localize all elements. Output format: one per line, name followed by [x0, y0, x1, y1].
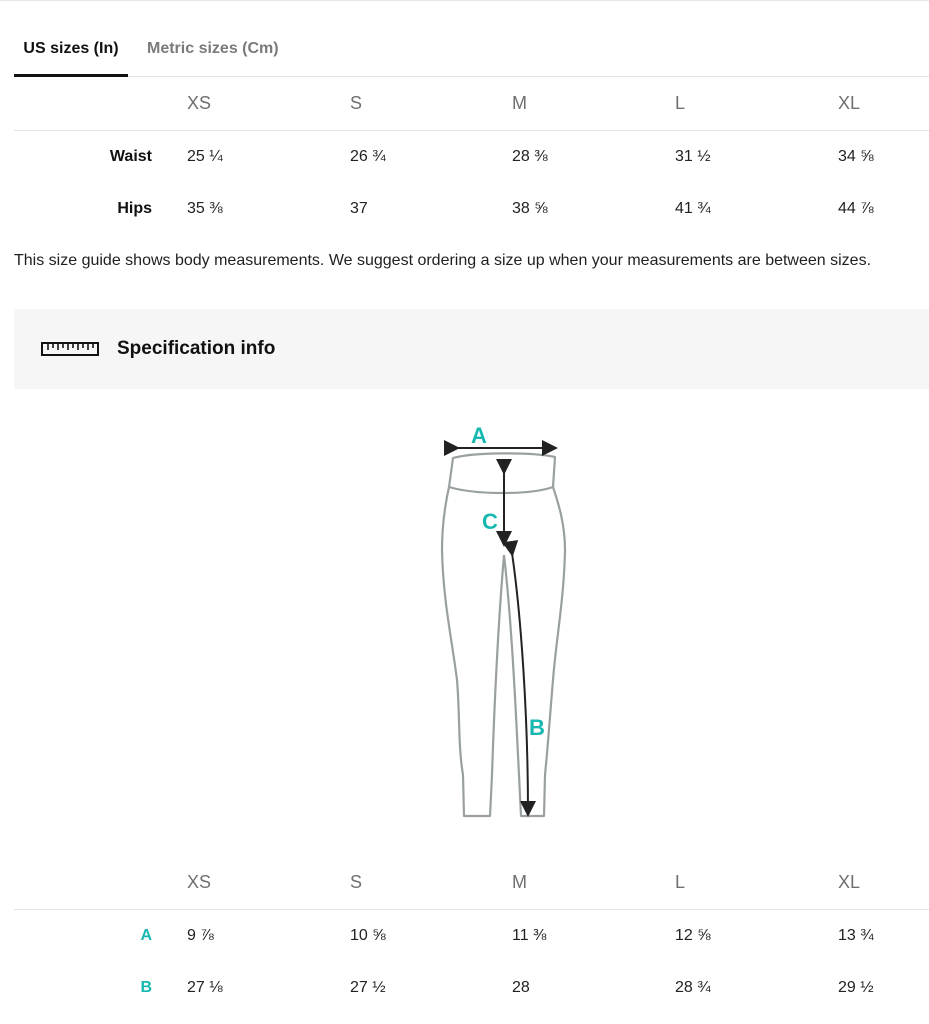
- size-column-header: S: [350, 92, 363, 113]
- table-cell: 25 ¼: [187, 148, 223, 165]
- table-row: [14, 910, 929, 962]
- table-cell: 28 ⅜: [512, 148, 548, 165]
- table-cell: 9 ⅞: [187, 927, 214, 944]
- row-label-a: A: [140, 927, 152, 944]
- unit-tabs: [14, 30, 929, 77]
- table-row: [14, 131, 929, 183]
- spec-table-header: [14, 855, 929, 910]
- leggings-diagram: [420, 415, 590, 825]
- table-cell: 27 ½: [350, 979, 386, 996]
- ruler-icon: [41, 340, 99, 358]
- table-cell: 28 ¾: [675, 979, 711, 996]
- table-cell: 31 ½: [675, 148, 711, 165]
- size-column-header: L: [675, 871, 686, 892]
- size-column-header: XL: [838, 871, 861, 892]
- measure-b-label: B: [529, 715, 545, 740]
- size-column-header: S: [350, 871, 363, 892]
- table-cell: 28: [512, 979, 530, 996]
- table-cell: 13 ¾: [838, 927, 874, 944]
- table-cell: 11 ⅜: [512, 927, 547, 944]
- table-cell: 26 ¾: [350, 148, 386, 165]
- size-column-header: M: [512, 871, 527, 892]
- measure-c-label: C: [482, 509, 498, 534]
- spec-table: [14, 855, 929, 1014]
- size-column-header: XS: [187, 871, 212, 892]
- top-divider: [0, 0, 929, 1]
- table-cell: 10 ⅝: [350, 927, 386, 944]
- table-cell: 27 ⅛: [187, 979, 223, 996]
- table-cell: 35 ⅜: [187, 200, 223, 217]
- table-cell: 44 ⅞: [838, 200, 874, 217]
- size-column-header: XS: [187, 92, 212, 113]
- size-table: [14, 76, 929, 235]
- table-cell: 37: [350, 200, 368, 217]
- table-cell: 41 ¾: [675, 200, 711, 217]
- table-cell: 38 ⅝: [512, 200, 548, 217]
- table-row: [14, 183, 929, 235]
- size-column-header: M: [512, 92, 527, 113]
- tab-us-sizes[interactable]: US sizes (In): [14, 30, 128, 77]
- size-column-header: XL: [838, 92, 861, 113]
- tab-metric-sizes[interactable]: Metric sizes (Cm): [147, 40, 279, 57]
- measure-a-label: A: [471, 423, 487, 448]
- table-cell: 34 ⅝: [838, 148, 874, 165]
- row-label-hips: Hips: [117, 200, 152, 217]
- table-cell: 29 ½: [838, 979, 874, 996]
- row-label-b: B: [140, 979, 152, 996]
- size-column-header: L: [675, 92, 686, 113]
- table-row: [14, 962, 929, 1014]
- size-table-header: [14, 76, 929, 131]
- specification-title: Specification info: [117, 338, 276, 359]
- specification-header: [14, 309, 929, 389]
- table-cell: 12 ⅝: [675, 927, 711, 944]
- row-label-waist: Waist: [109, 148, 152, 165]
- size-guide-note: This size guide shows body measurements. We suggest ordering a size up when your measurements are between sizes.: [14, 252, 872, 269]
